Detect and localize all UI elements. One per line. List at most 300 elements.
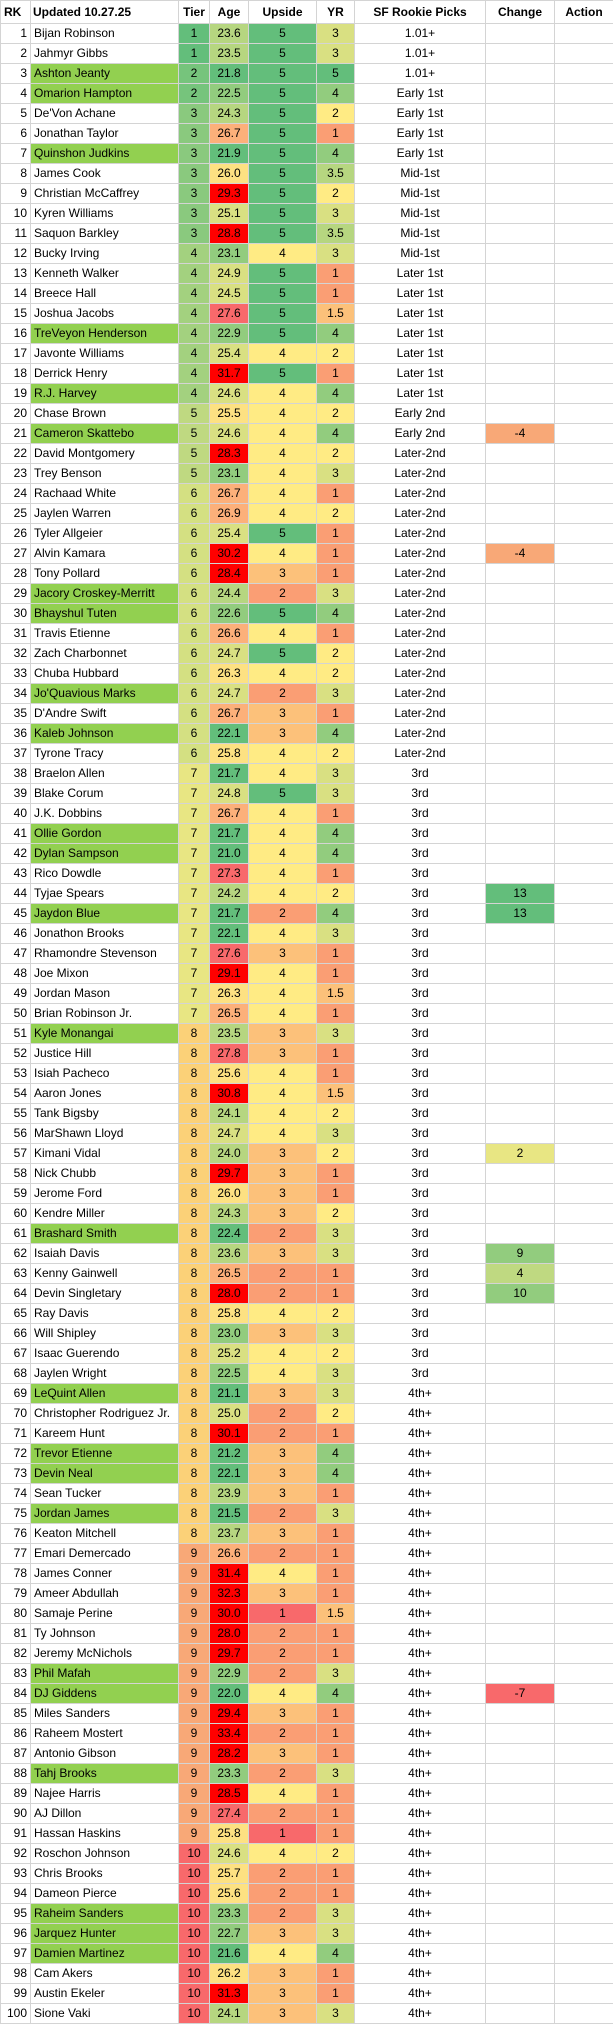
yr-cell[interactable]: 1 [317,284,355,304]
action-cell[interactable] [555,1764,613,1784]
tier-cell[interactable]: 9 [179,1684,210,1704]
rank-cell[interactable]: 15 [1,304,31,324]
action-cell[interactable] [555,244,613,264]
change-cell[interactable] [486,1304,555,1324]
yr-cell[interactable]: 4 [317,604,355,624]
tier-cell[interactable]: 9 [179,1624,210,1644]
action-cell[interactable] [555,464,613,484]
change-cell[interactable] [486,1944,555,1964]
change-cell[interactable] [486,964,555,984]
table-row[interactable] [1,1984,613,2004]
change-cell[interactable] [486,864,555,884]
sf-rookie-pick-cell[interactable]: 3rd [355,864,486,884]
table-row[interactable] [1,1764,613,1784]
rank-cell[interactable]: 60 [1,1204,31,1224]
rank-cell[interactable]: 96 [1,1924,31,1944]
tier-cell[interactable]: 4 [179,304,210,324]
upside-cell[interactable]: 2 [249,1764,317,1784]
table-row[interactable] [1,1384,613,1404]
change-cell[interactable] [486,164,555,184]
player-name-cell[interactable]: James Cook [31,164,179,184]
change-cell[interactable] [486,1804,555,1824]
age-cell[interactable]: 26.7 [210,484,249,504]
rank-cell[interactable]: 86 [1,1724,31,1744]
rank-cell[interactable]: 44 [1,884,31,904]
rank-cell[interactable]: 40 [1,804,31,824]
yr-cell[interactable]: 4 [317,724,355,744]
table-row[interactable] [1,1524,613,1544]
player-name-cell[interactable]: Jordan James [31,1504,179,1524]
table-row[interactable] [1,1624,613,1644]
rank-cell[interactable]: 97 [1,1944,31,1964]
action-cell[interactable] [555,1204,613,1224]
upside-cell[interactable]: 3 [249,704,317,724]
upside-cell[interactable]: 4 [249,1364,317,1384]
player-name-cell[interactable]: Brashard Smith [31,1224,179,1244]
age-cell[interactable]: 23.5 [210,44,249,64]
rank-cell[interactable]: 99 [1,1984,31,2004]
table-row[interactable] [1,964,613,984]
rank-cell[interactable]: 92 [1,1844,31,1864]
rank-cell[interactable]: 62 [1,1244,31,1264]
age-cell[interactable]: 22.1 [210,724,249,744]
player-name-cell[interactable]: Brian Robinson Jr. [31,1004,179,1024]
yr-cell[interactable]: 1 [317,944,355,964]
tier-cell[interactable]: 6 [179,664,210,684]
yr-cell[interactable]: 1 [317,364,355,384]
action-cell[interactable] [555,1644,613,1664]
rank-cell[interactable]: 49 [1,984,31,1004]
change-cell[interactable] [486,1664,555,1684]
tier-cell[interactable]: 8 [179,1144,210,1164]
yr-cell[interactable]: 3 [317,1384,355,1404]
tier-cell[interactable]: 8 [179,1464,210,1484]
player-name-cell[interactable]: Javonte Williams [31,344,179,364]
action-cell[interactable] [555,1724,613,1744]
age-cell[interactable]: 28.8 [210,224,249,244]
rank-cell[interactable]: 11 [1,224,31,244]
sf-rookie-pick-cell[interactable]: 4th+ [355,1724,486,1744]
upside-cell[interactable]: 2 [249,1724,317,1744]
yr-cell[interactable]: 1 [317,1784,355,1804]
tier-cell[interactable]: 5 [179,404,210,424]
rank-cell[interactable]: 42 [1,844,31,864]
player-name-cell[interactable]: Jerome Ford [31,1184,179,1204]
action-cell[interactable] [555,1704,613,1724]
change-cell[interactable] [486,1424,555,1444]
age-cell[interactable]: 24.8 [210,784,249,804]
action-cell[interactable] [555,284,613,304]
action-cell[interactable] [555,964,613,984]
yr-cell[interactable]: 1 [317,1884,355,1904]
age-cell[interactable]: 32.3 [210,1584,249,1604]
tier-cell[interactable]: 9 [179,1764,210,1784]
age-cell[interactable]: 23.6 [210,1244,249,1264]
table-row[interactable] [1,344,613,364]
upside-cell[interactable]: 5 [249,104,317,124]
sf-rookie-pick-cell[interactable]: 4th+ [355,2004,486,2024]
change-cell[interactable] [486,1644,555,1664]
action-cell[interactable] [555,884,613,904]
yr-cell[interactable]: 1 [317,484,355,504]
action-cell[interactable] [555,784,613,804]
tier-cell[interactable]: 9 [179,1604,210,1624]
upside-cell[interactable]: 4 [249,1944,317,1964]
age-cell[interactable]: 21.2 [210,1444,249,1464]
player-name-cell[interactable]: Bhayshul Tuten [31,604,179,624]
sf-rookie-pick-cell[interactable]: Later-2nd [355,524,486,544]
player-name-cell[interactable]: Austin Ekeler [31,1984,179,2004]
upside-cell[interactable]: 5 [249,184,317,204]
upside-cell[interactable]: 4 [249,444,317,464]
sf-rookie-pick-cell[interactable]: 3rd [355,1004,486,1024]
change-cell[interactable] [486,504,555,524]
table-row[interactable] [1,1844,613,1864]
tier-cell[interactable]: 4 [179,364,210,384]
table-row[interactable] [1,1924,613,1944]
sf-rookie-pick-cell[interactable]: Mid-1st [355,244,486,264]
change-cell[interactable] [486,1484,555,1504]
table-row[interactable] [1,1124,613,1144]
action-cell[interactable] [555,564,613,584]
player-name-cell[interactable]: Derrick Henry [31,364,179,384]
sf-rookie-pick-cell[interactable]: 4th+ [355,1704,486,1724]
upside-cell[interactable]: 4 [249,964,317,984]
table-row[interactable] [1,1724,613,1744]
action-cell[interactable] [555,44,613,64]
player-name-cell[interactable]: Isiah Pacheco [31,1064,179,1084]
change-cell[interactable] [486,444,555,464]
tier-cell[interactable]: 8 [179,1164,210,1184]
action-cell[interactable] [555,704,613,724]
yr-cell[interactable]: 1 [317,1424,355,1444]
tier-cell[interactable]: 7 [179,824,210,844]
rank-cell[interactable]: 16 [1,324,31,344]
rank-cell[interactable]: 18 [1,364,31,384]
action-cell[interactable] [555,184,613,204]
tier-cell[interactable]: 7 [179,1004,210,1024]
change-cell[interactable] [486,1904,555,1924]
rank-cell[interactable]: 57 [1,1144,31,1164]
tier-cell[interactable]: 9 [179,1544,210,1564]
sf-rookie-pick-cell[interactable]: Mid-1st [355,164,486,184]
sf-rookie-pick-cell[interactable]: 1.01+ [355,44,486,64]
table-row[interactable] [1,1184,613,1204]
action-cell[interactable] [555,944,613,964]
age-cell[interactable]: 25.1 [210,204,249,224]
player-name-cell[interactable]: Isaiah Davis [31,1244,179,1264]
yr-cell[interactable]: 3 [317,24,355,44]
yr-cell[interactable]: 1 [317,804,355,824]
action-cell[interactable] [555,1344,613,1364]
sf-rookie-pick-cell[interactable]: 3rd [355,1224,486,1244]
change-cell[interactable]: 13 [486,904,555,924]
rank-cell[interactable]: 33 [1,664,31,684]
yr-cell[interactable]: 4 [317,1944,355,1964]
rank-cell[interactable]: 50 [1,1004,31,1024]
age-cell[interactable]: 21.9 [210,144,249,164]
yr-cell[interactable]: 2 [317,1404,355,1424]
rank-cell[interactable]: 76 [1,1524,31,1544]
age-cell[interactable]: 25.2 [210,1344,249,1364]
action-cell[interactable] [555,484,613,504]
sf-rookie-pick-cell[interactable]: 4th+ [355,1944,486,1964]
rank-cell[interactable]: 1 [1,24,31,44]
upside-cell[interactable]: 2 [249,904,317,924]
tier-cell[interactable]: 7 [179,884,210,904]
action-cell[interactable] [555,444,613,464]
player-name-cell[interactable]: Phil Mafah [31,1664,179,1684]
upside-cell[interactable]: 5 [249,524,317,544]
table-row[interactable] [1,744,613,764]
table-row[interactable] [1,1784,613,1804]
yr-cell[interactable]: 3 [317,2004,355,2024]
player-name-cell[interactable]: Dylan Sampson [31,844,179,864]
tier-cell[interactable]: 8 [179,1304,210,1324]
action-cell[interactable] [555,384,613,404]
age-cell[interactable]: 22.1 [210,924,249,944]
rank-cell[interactable]: 30 [1,604,31,624]
upside-cell[interactable]: 5 [249,604,317,624]
rank-cell[interactable]: 81 [1,1624,31,1644]
rank-cell[interactable]: 94 [1,1884,31,1904]
table-row[interactable] [1,1564,613,1584]
change-cell[interactable] [486,464,555,484]
change-cell[interactable] [486,984,555,1004]
tier-cell[interactable]: 8 [179,1384,210,1404]
table-row[interactable] [1,1504,613,1524]
action-cell[interactable] [555,1804,613,1824]
player-name-cell[interactable]: Najee Harris [31,1784,179,1804]
upside-cell[interactable]: 4 [249,344,317,364]
sf-rookie-pick-cell[interactable]: Later-2nd [355,684,486,704]
sf-rookie-pick-cell[interactable]: 3rd [355,1024,486,1044]
upside-cell[interactable]: 4 [249,844,317,864]
upside-cell[interactable]: 2 [249,1424,317,1444]
tier-cell[interactable]: 8 [179,1364,210,1384]
sf-rookie-pick-cell[interactable]: 3rd [355,824,486,844]
player-name-cell[interactable]: Rico Dowdle [31,864,179,884]
tier-cell[interactable]: 8 [179,1104,210,1124]
age-cell[interactable]: 28.3 [210,444,249,464]
table-row[interactable] [1,424,613,444]
upside-cell[interactable]: 4 [249,504,317,524]
action-cell[interactable] [555,204,613,224]
upside-cell[interactable]: 3 [249,2004,317,2024]
change-cell[interactable] [486,624,555,644]
upside-cell[interactable]: 3 [249,1744,317,1764]
action-cell[interactable] [555,144,613,164]
change-cell[interactable] [486,1324,555,1344]
yr-cell[interactable]: 3 [317,44,355,64]
table-row[interactable] [1,864,613,884]
tier-cell[interactable]: 9 [179,1644,210,1664]
rank-cell[interactable]: 19 [1,384,31,404]
change-cell[interactable] [486,1564,555,1584]
change-cell[interactable] [486,64,555,84]
yr-cell[interactable]: 4 [317,384,355,404]
upside-cell[interactable]: 2 [249,1884,317,1904]
change-cell[interactable] [486,1704,555,1724]
table-row[interactable] [1,324,613,344]
change-cell[interactable] [486,44,555,64]
yr-cell[interactable]: 3 [317,1224,355,1244]
upside-cell[interactable]: 5 [249,224,317,244]
sf-rookie-pick-cell[interactable]: 3rd [355,924,486,944]
age-cell[interactable]: 22.0 [210,1684,249,1704]
player-name-cell[interactable]: Cam Akers [31,1964,179,1984]
player-name-cell[interactable]: De'Von Achane [31,104,179,124]
upside-cell[interactable]: 4 [249,1104,317,1124]
table-row[interactable] [1,1204,613,1224]
sf-rookie-pick-cell[interactable]: 3rd [355,1064,486,1084]
tier-cell[interactable]: 7 [179,844,210,864]
change-cell[interactable] [486,324,555,344]
age-cell[interactable]: 31.7 [210,364,249,384]
table-row[interactable] [1,564,613,584]
age-cell[interactable]: 24.6 [210,424,249,444]
upside-cell[interactable]: 3 [249,1984,317,2004]
sf-rookie-pick-cell[interactable]: Later-2nd [355,744,486,764]
sf-rookie-pick-cell[interactable]: 3rd [355,764,486,784]
age-cell[interactable]: 22.9 [210,1664,249,1684]
sf-rookie-pick-cell[interactable]: 4th+ [355,1904,486,1924]
change-cell[interactable]: 10 [486,1284,555,1304]
tier-cell[interactable]: 8 [179,1424,210,1444]
yr-cell[interactable]: 1 [317,1064,355,1084]
tier-cell[interactable]: 7 [179,944,210,964]
action-cell[interactable] [555,1184,613,1204]
tier-cell[interactable]: 4 [179,344,210,364]
change-cell[interactable] [486,1964,555,1984]
upside-cell[interactable]: 5 [249,44,317,64]
table-row[interactable] [1,1804,613,1824]
sf-rookie-pick-cell[interactable]: 4th+ [355,1784,486,1804]
player-name-cell[interactable]: Christian McCaffrey [31,184,179,204]
tier-cell[interactable]: 3 [179,124,210,144]
yr-cell[interactable]: 1 [317,1864,355,1884]
yr-cell[interactable]: 1 [317,524,355,544]
upside-cell[interactable]: 4 [249,1084,317,1104]
table-row[interactable] [1,884,613,904]
player-name-cell[interactable]: Omarion Hampton [31,84,179,104]
sf-rookie-pick-cell[interactable]: 3rd [355,984,486,1004]
upside-cell[interactable]: 3 [249,1044,317,1064]
change-cell[interactable] [486,664,555,684]
yr-cell[interactable]: 4 [317,324,355,344]
player-name-cell[interactable]: Jordan Mason [31,984,179,1004]
rank-cell[interactable]: 3 [1,64,31,84]
action-cell[interactable] [555,904,613,924]
age-cell[interactable]: 21.0 [210,844,249,864]
rank-cell[interactable]: 52 [1,1044,31,1064]
yr-cell[interactable]: 2 [317,1144,355,1164]
player-name-cell[interactable]: Devin Singletary [31,1284,179,1304]
action-cell[interactable] [555,744,613,764]
yr-cell[interactable]: 1 [317,1824,355,1844]
player-name-cell[interactable]: Jonathan Taylor [31,124,179,144]
player-name-cell[interactable]: David Montgomery [31,444,179,464]
tier-cell[interactable]: 3 [179,144,210,164]
change-cell[interactable] [486,1364,555,1384]
age-cell[interactable]: 23.6 [210,24,249,44]
change-cell[interactable]: -4 [486,544,555,564]
sf-rookie-pick-cell[interactable]: Later 1st [355,344,486,364]
change-cell[interactable] [486,744,555,764]
table-row[interactable] [1,1864,613,1884]
action-cell[interactable] [555,1544,613,1564]
yr-cell[interactable]: 1 [317,1044,355,1064]
yr-cell[interactable]: 3 [317,1904,355,1924]
sf-rookie-pick-cell[interactable]: 3rd [355,904,486,924]
sf-rookie-pick-cell[interactable]: 4th+ [355,1464,486,1484]
sf-rookie-pick-cell[interactable]: 4th+ [355,1644,486,1664]
sf-rookie-pick-cell[interactable]: 3rd [355,1044,486,1064]
action-cell[interactable] [555,24,613,44]
yr-cell[interactable]: 1 [317,1484,355,1504]
rank-cell[interactable]: 10 [1,204,31,224]
yr-cell[interactable]: 4 [317,904,355,924]
change-cell[interactable] [486,1124,555,1144]
rank-cell[interactable]: 4 [1,84,31,104]
sf-rookie-pick-cell[interactable]: 3rd [355,1284,486,1304]
tier-cell[interactable]: 7 [179,804,210,824]
age-cell[interactable]: 23.9 [210,1484,249,1504]
tier-cell[interactable]: 7 [179,764,210,784]
age-cell[interactable]: 25.6 [210,1064,249,1084]
yr-cell[interactable]: 5 [317,64,355,84]
upside-cell[interactable]: 3 [249,1464,317,1484]
tier-cell[interactable]: 7 [179,924,210,944]
action-cell[interactable] [555,1864,613,1884]
upside-cell[interactable]: 4 [249,484,317,504]
action-cell[interactable] [555,764,613,784]
action-cell[interactable] [555,584,613,604]
player-name-cell[interactable]: Jo'Quavious Marks [31,684,179,704]
tier-cell[interactable]: 3 [179,204,210,224]
tier-cell[interactable]: 4 [179,324,210,344]
action-cell[interactable] [555,424,613,444]
tier-cell[interactable]: 2 [179,64,210,84]
tier-cell[interactable]: 9 [179,1704,210,1724]
table-row[interactable] [1,784,613,804]
change-cell[interactable] [486,224,555,244]
sf-rookie-pick-cell[interactable]: 4th+ [355,1684,486,1704]
action-cell[interactable] [555,984,613,1004]
rank-cell[interactable]: 93 [1,1864,31,1884]
tier-cell[interactable]: 8 [179,1284,210,1304]
age-cell[interactable]: 25.8 [210,744,249,764]
age-cell[interactable]: 26.7 [210,704,249,724]
tier-cell[interactable]: 6 [179,624,210,644]
player-name-cell[interactable]: Kyren Williams [31,204,179,224]
table-row[interactable] [1,1704,613,1724]
player-name-cell[interactable]: Will Shipley [31,1324,179,1344]
rank-cell[interactable]: 24 [1,484,31,504]
age-cell[interactable]: 22.7 [210,1924,249,1944]
player-name-cell[interactable]: James Conner [31,1564,179,1584]
table-row[interactable] [1,1324,613,1344]
rank-cell[interactable]: 63 [1,1264,31,1284]
sf-rookie-pick-cell[interactable]: Later 1st [355,324,486,344]
header-updated[interactable]: Updated 10.27.25 [31,1,179,24]
upside-cell[interactable]: 2 [249,1504,317,1524]
age-cell[interactable]: 27.3 [210,864,249,884]
change-cell[interactable] [486,264,555,284]
yr-cell[interactable]: 1 [317,1744,355,1764]
upside-cell[interactable]: 3 [249,1484,317,1504]
player-name-cell[interactable]: Blake Corum [31,784,179,804]
